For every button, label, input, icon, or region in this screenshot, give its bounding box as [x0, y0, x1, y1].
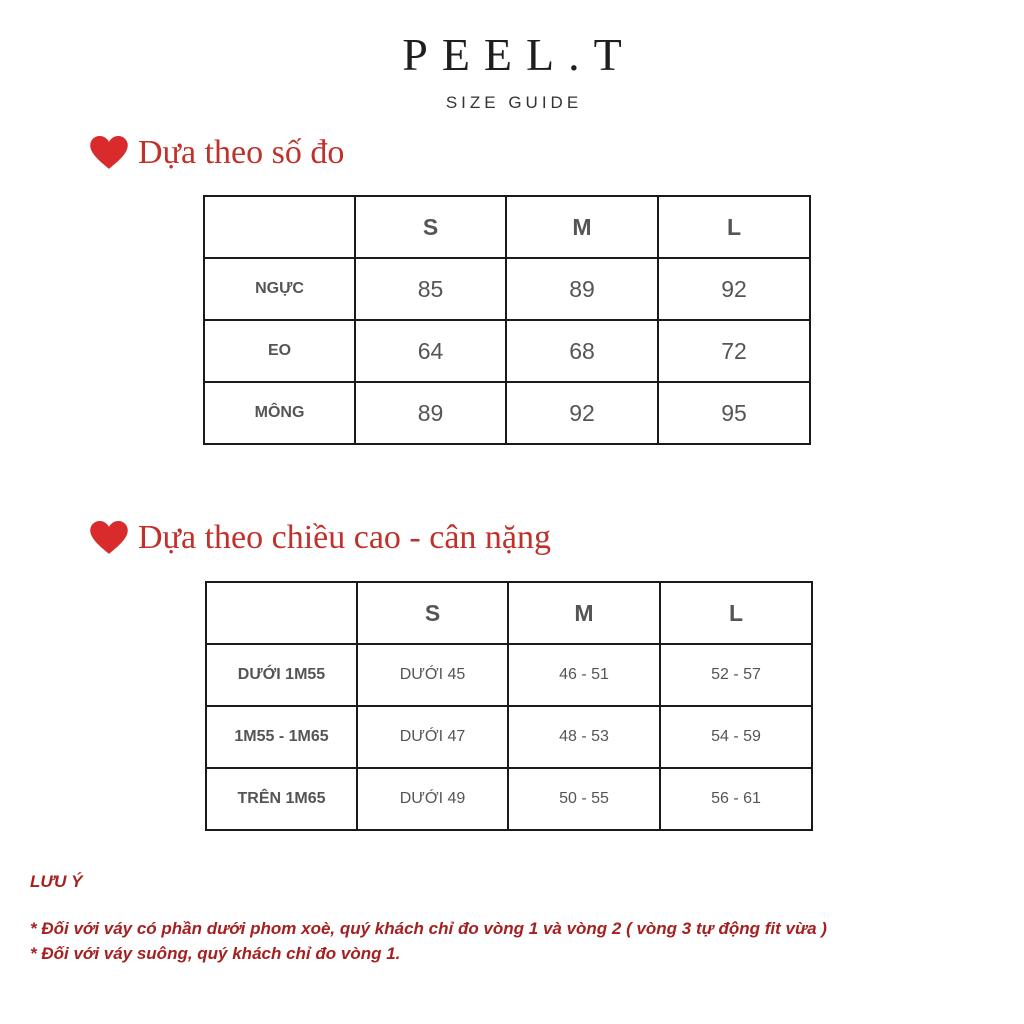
- table-cell: 56 - 61: [660, 768, 812, 830]
- table-cell: 54 - 59: [660, 706, 812, 768]
- notes-title: LƯU Ý: [30, 872, 83, 891]
- size-table-measurements: [203, 195, 811, 445]
- table-row: [206, 706, 812, 768]
- section-title-measurements: [90, 134, 344, 172]
- table-cell: 68: [506, 320, 658, 382]
- table-cell: DƯỚI 49: [357, 768, 508, 830]
- table-row: [206, 644, 812, 706]
- header-cell: [204, 196, 355, 258]
- row-label: MÔNG: [204, 382, 355, 444]
- header-cell-m: M: [506, 196, 658, 258]
- table-cell: 92: [658, 258, 810, 320]
- table-row: [204, 382, 810, 444]
- table-row: [204, 320, 810, 382]
- section-title-text: Dựa theo chiều cao - cân nặng: [138, 519, 552, 556]
- table-cell: 92: [506, 382, 658, 444]
- table-row: [206, 768, 812, 830]
- table-cell: 64: [355, 320, 506, 382]
- row-label: TRÊN 1M65: [206, 768, 357, 830]
- note-line: * Đối với váy suông, quý khách chỉ đo vòng 1.: [30, 944, 401, 963]
- section-title-height-weight: [90, 519, 551, 557]
- size-table-height-weight: [205, 581, 813, 831]
- header-cell-s: S: [355, 196, 506, 258]
- row-label: DƯỚI 1M55: [206, 644, 357, 706]
- header-cell-s: S: [357, 582, 508, 644]
- table-cell: 89: [506, 258, 658, 320]
- table-cell: 46 - 51: [508, 644, 660, 706]
- table-header-row: [204, 196, 810, 258]
- page-subtitle: SIZE GUIDE: [445, 93, 583, 112]
- table-header-row: [206, 582, 812, 644]
- brand-logo: PEEL.T: [402, 29, 636, 80]
- header-cell-m: M: [508, 582, 660, 644]
- table-cell: 52 - 57: [660, 644, 812, 706]
- section-title-text: Dựa theo số đo: [138, 134, 345, 171]
- header-cell-l: L: [660, 582, 812, 644]
- table-cell: 48 - 53: [508, 706, 660, 768]
- header-cell-l: L: [658, 196, 810, 258]
- notes-block: [30, 872, 827, 966]
- row-label: NGỰC: [204, 258, 355, 320]
- table-cell: DƯỚI 47: [357, 706, 508, 768]
- table-cell: DƯỚI 45: [357, 644, 508, 706]
- table-cell: 89: [355, 382, 506, 444]
- table-cell: 95: [658, 382, 810, 444]
- table-row: [204, 258, 810, 320]
- heart-icon: [90, 136, 128, 170]
- table-cell: 72: [658, 320, 810, 382]
- note-line: * Đối với váy có phần dưới phom xoè, quý khách chỉ đo vòng 1 và vòng 2 ( vòng 3 tự động fit vừa ): [30, 919, 827, 938]
- header-cell: [206, 582, 357, 644]
- table-cell: 85: [355, 258, 506, 320]
- row-label: 1M55 - 1M65: [206, 706, 357, 768]
- row-label: EO: [204, 320, 355, 382]
- table-cell: 50 - 55: [508, 768, 660, 830]
- heart-icon: [90, 521, 128, 555]
